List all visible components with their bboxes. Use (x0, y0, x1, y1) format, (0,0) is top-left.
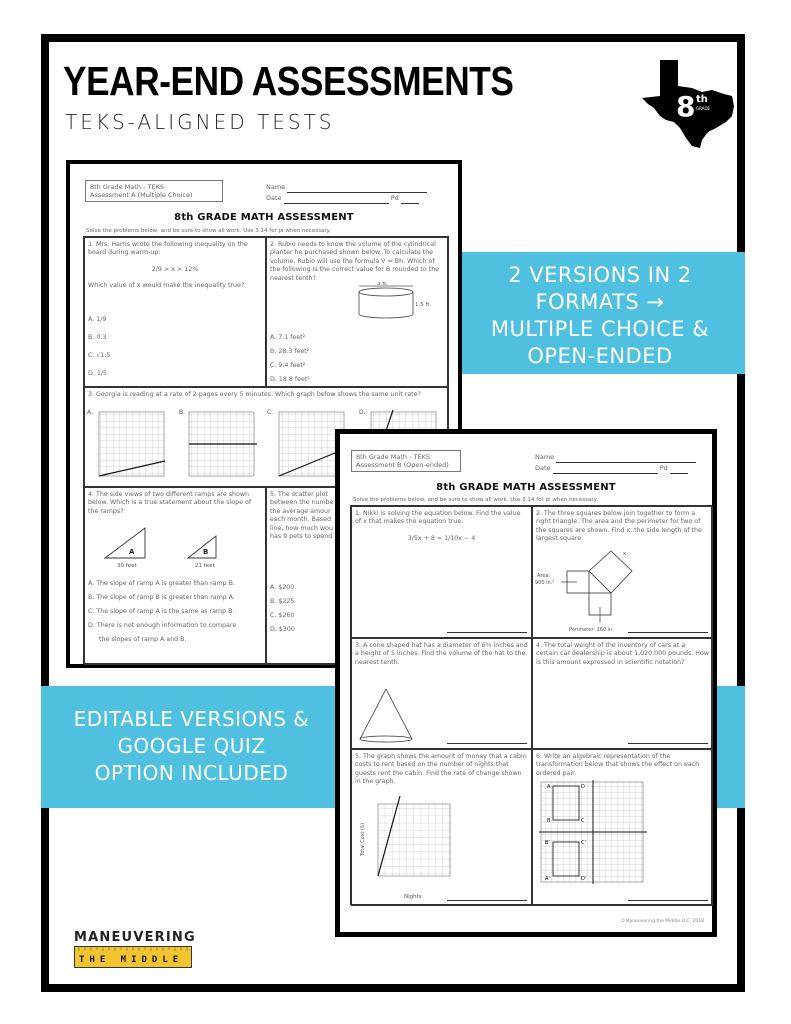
choice: A. 1/9 (88, 316, 107, 323)
header-line: Assessment A (Multiple Choice) (90, 191, 193, 199)
answer-line (628, 632, 708, 633)
name-field (266, 182, 427, 204)
page-subtitle: TEKS-ALIGNED TESTS (65, 110, 335, 134)
svg-text:C.: C. (267, 409, 274, 416)
answer-line (628, 743, 708, 744)
instructions: Solve the problems below, and be sure to show all work. Use 3.14 for pi when necessary. (353, 497, 598, 503)
svg-text:B: B (203, 548, 209, 556)
svg-text:21 feet: 21 feet (195, 563, 215, 569)
question-text: 5. The graph shows the amount of money that a cabin costs to rent based on the number of nights that guests rent the cabin. Find the rate of change shown in the graph. (355, 753, 527, 786)
ruler-icon (74, 946, 192, 968)
header-line: Assessment B (Open-ended) (356, 461, 449, 469)
choice: D. There is not enough information to compare (88, 622, 237, 629)
choice: B. The slope of ramp B is greater than ramp A. (88, 594, 235, 601)
ramps-diagram (103, 524, 253, 569)
question-text: 3. Georgia is reading at a rate of 2 pages every 5 minutes. Which graph below shows the same unit rate? (88, 391, 421, 398)
pd-label: Pd (659, 464, 668, 472)
question-text: 6. Write an algebraic representation of the transformation below that shows the effect on each ordered pair. (536, 753, 700, 777)
choice: A. The slope of ramp A is greater than ramp B. (88, 580, 235, 587)
svg-text:Area:: Area: (537, 573, 551, 579)
choice: C. $260 (270, 612, 295, 619)
svg-text:A: A (129, 548, 135, 556)
choice: B. 0.3 (88, 334, 107, 341)
question-1 (351, 506, 532, 638)
choice: D. 18.8 feet² (270, 376, 310, 383)
svg-text:Nights: Nights (404, 894, 422, 900)
question-text: 2. Rubio needs to know the volume of the cylindrical planter he purchased shown below. To calculate the volume, Rubio will use the formula V = Bh. Which of the following is the correct value for B rounded to the nearest tenth? (270, 241, 440, 282)
choice: C. √1.5 (88, 352, 111, 359)
choice: B. 28.3 feet² (270, 348, 310, 355)
assessment-a-title: 8th GRADE MATH ASSESSMENT (174, 212, 354, 223)
question-2 (532, 506, 713, 638)
question-4 (532, 638, 713, 749)
svg-text:900 in.²: 900 in.² (535, 580, 555, 586)
inequality: 2/9 > x > 12% (151, 265, 199, 273)
svg-text:Total Cost ($): Total Cost ($) (360, 822, 366, 856)
svg-text:A': A' (545, 876, 550, 882)
question-prompt: Which value of x would make the inequality true? (88, 282, 245, 290)
question-text: 1. Mrs. Harris wrote the following inequality on the board during warm-up: (88, 241, 248, 257)
cylinder-diagram (357, 282, 437, 322)
texas-grade-badge (640, 58, 738, 150)
callout-line: GOOGLE QUIZ (117, 734, 266, 758)
logo-bottom-text: THE MIDDLE (79, 955, 184, 965)
cone-diagram (356, 687, 416, 747)
callout-line: OPTION INCLUDED (94, 761, 289, 785)
answer-line (447, 900, 527, 901)
svg-text:D': D' (581, 876, 587, 882)
answer-line (628, 900, 708, 901)
choice: C. 9.4 feet² (270, 362, 306, 369)
assessment-b-header-box (351, 450, 461, 472)
callout-line: EDITABLE VERSIONS & (73, 707, 310, 731)
transformation-graph (539, 780, 651, 884)
name-label: Name (535, 453, 555, 461)
callout-line: OPEN-ENDED (527, 344, 673, 368)
name-field (535, 452, 696, 474)
date-label: Date (535, 464, 551, 472)
svg-text:Perimeter: 160 in.: Perimeter: 160 in. (569, 627, 614, 633)
svg-text:8: 8 (676, 90, 696, 123)
question-5 (351, 749, 532, 906)
choice: D. 1/5 (88, 370, 107, 377)
svg-text:th: th (696, 94, 708, 105)
question-1 (84, 237, 266, 387)
question-grid (350, 505, 712, 905)
question-4 (84, 487, 266, 665)
question-text: 3. A cone shaped hat has a diameter of 6¾ inches and a height of 5 inches. Find the volume of the hat to the nearest tenth. (355, 642, 528, 666)
svg-text:C': C' (581, 840, 586, 846)
answer-line (447, 632, 527, 633)
instructions: Solve the problems below, and be sure to show all work. Use 3.14 for pi when necessary. (86, 228, 331, 234)
equation: 3/5x + 8 = 1/10x − 4 (407, 534, 476, 542)
question-text: 5. The scatter plot between the numbe the average amour each month. Based line, how much wou has 9 pets to spend (270, 491, 334, 541)
svg-text:x: x (623, 551, 627, 557)
callout-line: MULTIPLE CHOICE & (490, 317, 710, 341)
header-line: 8th Grade Math - TEKS (356, 453, 430, 461)
page-title: YEAR-END ASSESSMENTS (63, 58, 514, 104)
svg-text:1.5 ft.: 1.5 ft. (415, 302, 432, 308)
svg-text:B.: B. (179, 409, 186, 416)
cost-graph (356, 794, 466, 902)
question-2 (266, 237, 448, 387)
svg-text:D: D (581, 784, 585, 790)
choice: A. $200 (270, 584, 295, 591)
versions-callout (455, 252, 745, 374)
assessment-b-preview (335, 429, 717, 937)
question-text: 2. The three squares below join together to form a right triangle. The area and the perimeter for two of the squares are shown. Find x, the side length of the largest square. (536, 510, 702, 543)
svg-text:A.: A. (87, 409, 93, 416)
choice: the slopes of ramp A and B. (99, 636, 187, 643)
texas-state-icon (640, 58, 738, 150)
header-line: 8th Grade Math - TEKS (90, 183, 164, 191)
question-text: 1. Nikki is solving the equation below. Find the value of x that makes the equation true. (355, 510, 521, 526)
logo-top-text: MANEUVERING (74, 930, 196, 945)
name-label: Name (266, 183, 286, 191)
svg-text:GRADE: GRADE (696, 106, 711, 111)
svg-text:3 ft.: 3 ft. (377, 282, 388, 287)
assessment-a-header-box (85, 180, 223, 202)
callout-line: 2 VERSIONS IN 2 (508, 263, 692, 287)
callout-line: FORMATS → (535, 290, 665, 314)
svg-text:30 feet: 30 feet (117, 563, 137, 569)
pythagorean-squares-diagram (535, 547, 655, 637)
question-3 (351, 638, 532, 749)
assessment-b-title: 8th GRADE MATH ASSESSMENT (436, 482, 616, 493)
choice: B. $225 (270, 598, 295, 605)
date-label: Date (266, 194, 282, 202)
question-text: 4. The total weight of the inventory of cars at a certain car dealership is about 1,020,000 pounds. How is this amount expressed in scientific notation? (536, 642, 709, 666)
svg-text:B: B (547, 818, 551, 824)
pd-label: Pd (390, 194, 399, 202)
answer-line (447, 743, 527, 744)
choice: D. $300 (270, 626, 295, 633)
svg-text:A: A (547, 784, 551, 790)
choice: C. The slope of ramp A is the same as ramp B. (88, 608, 235, 615)
svg-text:C: C (581, 818, 585, 824)
svg-text:B': B' (545, 840, 550, 846)
maneuvering-the-middle-logo (74, 930, 196, 968)
question-text: 4. The side views of two different ramps are shown below. Which is a true statement about the slope of the ramps? (88, 491, 252, 515)
question-6 (532, 749, 713, 906)
copyright: ©Maneuvering the Middle LLC, 2018 (621, 919, 704, 924)
choice: A. 7.1 feet² (270, 334, 306, 341)
svg-text:D.: D. (359, 409, 366, 416)
